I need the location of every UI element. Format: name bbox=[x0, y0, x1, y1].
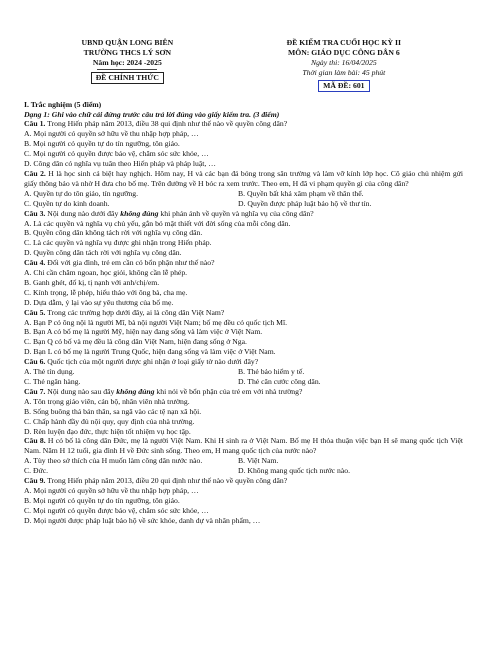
option-a[interactable]: A. Thẻ tín dụng. bbox=[24, 367, 75, 377]
question-text: Trong Hiến pháp năm 2013, điều 20 qui định như thế nào về quyền công dân? bbox=[45, 476, 288, 486]
option-d[interactable]: D. Quyền công dân tách rời với nghĩa vụ công dân. bbox=[24, 248, 182, 258]
school-info bbox=[24, 38, 231, 92]
option-d[interactable]: D. Mọi người được pháp luật bảo hộ về sức khỏe, danh dự và nhân phẩm, … bbox=[24, 515, 261, 525]
exam-date: Ngày thi: 16/04/2025 bbox=[310, 57, 377, 67]
question-4 bbox=[24, 258, 463, 308]
option-c[interactable]: C. Là các quyền và nghĩa vụ được ghi nhận trong Hiến pháp. bbox=[24, 238, 212, 248]
question-emphasis: không đúng bbox=[116, 386, 155, 396]
option-c[interactable]: C. Thẻ ngân hàng. bbox=[24, 377, 81, 386]
section-multiple-choice bbox=[24, 100, 463, 526]
question-number: Câu 6. bbox=[24, 357, 46, 367]
question-1 bbox=[24, 119, 463, 169]
option-d[interactable]: D. Không mang quốc tịch nước nào. bbox=[238, 466, 350, 476]
exam-title: ĐỀ KIỂM TRA CUỐI HỌC KỲ II bbox=[286, 38, 401, 47]
option-b[interactable]: B. Mọi người có quyền tự do tín ngưỡng, tôn giáo. bbox=[24, 139, 180, 149]
exam-subject: MÔN: GIÁO DỤC CÔNG DÂN 6 bbox=[287, 47, 400, 57]
option-a[interactable]: A. Bạn P có ông nội là người Mĩ, bà nội người Việt Nam; bố mẹ đều có quốc tịch Mĩ. bbox=[24, 317, 288, 327]
school-name: TRƯỜNG THCS LÝ SƠN bbox=[83, 47, 171, 57]
option-b[interactable]: B. Mọi người có quyền tự do tín ngưỡng, tôn giáo. bbox=[24, 495, 180, 505]
option-c[interactable]: C. Mọi người có quyền được bảo vệ, chăm sóc sức khỏe, … bbox=[24, 149, 209, 159]
question-text-tail: khi nói về bổn phận của trẻ em với nhà trường? bbox=[154, 386, 303, 396]
option-c[interactable]: C. Quyền tự do kinh doanh. bbox=[24, 198, 110, 208]
option-d[interactable]: D. Rèn luyện đạo đức, thực hiện tốt nhiệm vụ học tập. bbox=[24, 426, 191, 436]
school-year: Năm học: 2024 -2025 bbox=[92, 57, 162, 67]
option-a[interactable]: A. Chi cần chăm ngoan, học giỏi, không cần lễ phép. bbox=[24, 268, 188, 278]
question-number: Câu 9. bbox=[24, 476, 46, 486]
option-c[interactable]: C. Bạn Q có bố và mẹ đều là công dân Việt Nam, hiện đang sống ở Nga. bbox=[24, 337, 247, 347]
district-name: UBND QUẬN LONG BIÊN bbox=[81, 38, 174, 47]
option-a[interactable]: A. Tùy theo sở thích của H muốn làm công dân nước nào. bbox=[24, 456, 203, 466]
question-text: H có bố là công dân Đức, mẹ là người Việt Nam. Khi H sinh ra ở Việt Nam. Bố mẹ H thỏa thuận việc bạn H sẽ mang quốc tịch Việt Nam. Năm H 12 tuổi, gia đình H về Đức sinh sống. Theo em, H mang quốc tịch của nước nào? bbox=[24, 436, 463, 456]
question-text: H là học sinh cá biệt hay nghịch. Hôm nay, H và các bạn đá bóng trong sân trường và làm vỡ kính lớp học. Cô giáo chủ nhiệm gửi giấy thông báo và nhờ H đưa cho bố mẹ. Trên đường về H bóc ra xem trước. Theo em, H đã vi phạm quyền gì của công dân? bbox=[24, 168, 463, 188]
exam-duration: Thời gian làm bài: 45 phút bbox=[302, 67, 386, 77]
question-text: Nội dung nào sau đây bbox=[45, 386, 117, 396]
option-b[interactable]: B. Việt Nam. bbox=[238, 456, 279, 466]
option-b[interactable]: B. Ganh ghét, đố kị, tị nạnh với anh/chị/em. bbox=[24, 277, 160, 287]
exam-info bbox=[231, 38, 457, 92]
question-text-tail: khi phản ánh về quyền và nghĩa vụ của công dân? bbox=[158, 208, 314, 218]
question-number: Câu 8. bbox=[24, 436, 46, 446]
question-number: Câu 5. bbox=[24, 307, 46, 317]
question-number: Câu 3. bbox=[24, 208, 46, 218]
option-d[interactable]: D. Công dân có nghĩa vụ tuân theo Hiến pháp và pháp luật, … bbox=[24, 159, 216, 169]
question-6 bbox=[24, 357, 463, 387]
question-number: Câu 1. bbox=[24, 119, 46, 129]
option-a[interactable]: A. Tôn trọng giáo viên, cán bộ, nhân viên nhà trường. bbox=[24, 396, 190, 406]
question-3 bbox=[24, 209, 463, 259]
question-8 bbox=[24, 436, 463, 476]
question-number: Câu 7. bbox=[24, 386, 46, 396]
option-b[interactable]: B. Bạn A có bố mẹ là người Mỹ, hiện nay đang sống và làm việc ở Việt Nam. bbox=[24, 327, 263, 337]
option-c[interactable]: C. Chấp hành đầy đủ nội quy, quy định của nhà trường. bbox=[24, 416, 195, 426]
option-b[interactable]: B. Thẻ bảo hiểm y tế. bbox=[238, 367, 305, 377]
exam-code-badge: MÃ ĐỀ: 601 bbox=[318, 80, 369, 92]
question-number: Câu 2. bbox=[24, 168, 46, 178]
question-5 bbox=[24, 308, 463, 358]
question-text: Trong Hiến pháp năm 2013, điều 38 qui định như thế nào về quyền công dân? bbox=[45, 119, 288, 129]
option-d[interactable]: D. Dựa dẫm, ỷ lại vào sự yêu thương của bố mẹ. bbox=[24, 297, 174, 307]
question-7 bbox=[24, 387, 463, 437]
option-c[interactable]: C. Kính trọng, lễ phép, hiếu thảo với ông bà, cha mẹ. bbox=[24, 287, 188, 297]
option-a[interactable]: A. Là các quyền và nghĩa vụ chủ yếu, gắn bó mật thiết với đời sống của mỗi công dân. bbox=[24, 218, 291, 228]
option-a[interactable]: A. Quyền tự do tôn giáo, tín ngưỡng. bbox=[24, 188, 139, 198]
option-b[interactable]: B. Quyền công dân không tách rời với nghĩa vụ công dân. bbox=[24, 228, 203, 238]
official-exam-badge: ĐỀ CHÍNH THỨC bbox=[91, 72, 164, 84]
option-c[interactable]: C. Mọi người có quyền được bảo vệ, chăm sóc sức khỏe, … bbox=[24, 505, 209, 515]
section-title: I. Trắc nghiệm (5 điểm) bbox=[24, 99, 102, 109]
question-emphasis: không đúng bbox=[120, 208, 159, 218]
question-number: Câu 4. bbox=[24, 258, 46, 268]
question-2 bbox=[24, 169, 463, 209]
section-instruction: Dạng 1: Ghi vào chữ cái đứng trước câu trả lời đúng vào giấy kiểm tra. (3 điểm) bbox=[24, 109, 280, 119]
option-d[interactable]: D. Thẻ căn cước công dân. bbox=[238, 377, 321, 386]
question-9 bbox=[24, 476, 463, 526]
exam-header bbox=[24, 38, 463, 92]
question-text: Đối với gia đình, trẻ em cần có bổn phận như thế nào? bbox=[45, 258, 215, 268]
option-b[interactable]: B. Sống buông thả bản thân, sa ngã vào các tệ nạn xã hội. bbox=[24, 406, 202, 416]
option-d[interactable]: D. Bạn L có bố mẹ là người Trung Quốc, hiện đang sống và làm việc ở Việt Nam. bbox=[24, 347, 276, 357]
question-text: Nội dung nào dưới đây bbox=[45, 208, 121, 218]
option-a[interactable]: A. Mọi người có quyền sở hữu về thu nhập hợp pháp, … bbox=[24, 485, 199, 495]
option-a[interactable]: A. Mọi người có quyền sở hữu về thu nhập hợp pháp, … bbox=[24, 129, 199, 139]
option-b[interactable]: B. Quyền bất khả xâm phạm về thân thể. bbox=[238, 188, 364, 198]
question-text: Quốc tịch của một người được ghi nhận ở loại giấy tờ nào dưới đây? bbox=[45, 357, 259, 367]
option-d[interactable]: D. Quyền được pháp luật bảo hộ về thư tín. bbox=[238, 198, 372, 208]
question-text: Trong các trường hợp dưới đây, ai là công dân Việt Nam? bbox=[45, 307, 225, 317]
option-c[interactable]: C. Đức. bbox=[24, 466, 49, 476]
